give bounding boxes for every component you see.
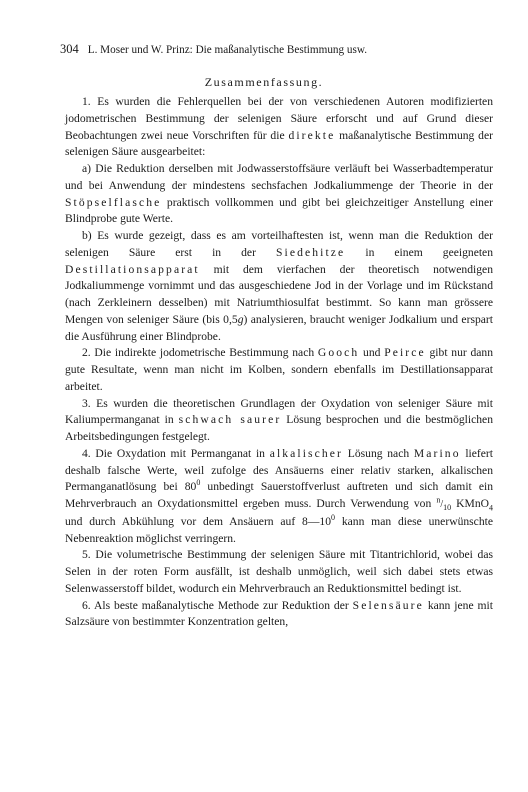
text-run: 2. Die indirekte jodometrische Bestimmung nach: [82, 346, 318, 360]
text-run: 1. Es wurden die Fehlerquellen bei der von verschiedenen Autoren modifizierten jodometrischen Bestimmung der selenigen Säure erforscht und auf Grund dieser Beobachtungen zwei neue Vorschriften für die: [65, 95, 493, 142]
text-run: 5. Die volumetrische Bestimmung der selenigen Säure mit Titantrichlorid, wobei das Selen in der roten Form ausfällt, ist deshalb unmöglich, weil sich dabei stets etwas Selenwasserstoff bildet, wodurch ein Mehrverbrauch an Reduktionsmittel bedingt ist.: [65, 548, 493, 595]
fraction: $^n/_{10}$: [436, 495, 452, 512]
text-run: 3. Es wurden die theoretischen Grundlagen der Oxydation von seleniger Säure mit Kaliumpermanganat in: [65, 396, 493, 427]
running-title: L. Moser und W. Prinz: Die maßanalytische Bestimmung usw.: [87, 44, 367, 56]
paragraph-2: [65, 345, 493, 395]
unit-symbol: g: [237, 312, 244, 326]
text-run: Lösung besprochen und die bestmöglichen Arbeitsbedingungen festgelegt.: [65, 413, 493, 443]
text-run: mit dem vierfachen der theoretisch notwendigen Jodkaliummenge vornimmt und das ausgeschiedene Jod in der Vorlage und im Rückstand (nach Zerkleinern desselben) mit Natriumthiosulfat bestimmt. So kann man grössere Mengen von seleniger Säure (bis 0,5: [65, 262, 493, 326]
text-run: kann jene mit Salzsäure von bestimmter Konzentration gelten,: [65, 598, 493, 629]
degree-mark: 0: [196, 478, 201, 488]
spaced-term: direkte: [288, 128, 336, 142]
text-run: kann man diese unerwünschte Nebenreaktion möglichst verringern.: [65, 514, 493, 545]
text-run: b) Es wurde gezeigt, dass es am vorteilhaftesten ist, wenn man die Reduktion der selenigen Säure erst in der: [65, 229, 493, 259]
paragraph-3: [65, 396, 493, 446]
text-run: unbedingt Sauerstoffverlust auftreten und sich damit ein Mehrverbrauch an Oxydationsmittel ergeben muss. Durch Verwendung von: [65, 480, 494, 510]
page-number: 304: [60, 42, 79, 56]
text-run: 6. Als beste maßanalytische Methode zur Reduktion der: [82, 598, 353, 612]
author-name: Gooch: [317, 346, 360, 360]
text-run: gibt nur dann gute Resultate, wenn man nicht im Kolben, sondern ebenfalls im Destillationsapparat arbeitet.: [65, 346, 494, 393]
spaced-term: Selensäure: [352, 598, 424, 612]
text-run: ) analysieren, braucht weniger Jodkalium und erspart die Ausführung einer Blindprobe.: [65, 312, 493, 343]
paragraph-4: [65, 446, 493, 548]
text-run: und: [359, 346, 385, 360]
spaced-term: Stöpselflasche: [65, 195, 162, 209]
fraction-denominator: 10: [443, 503, 452, 512]
fraction-numerator: n: [436, 495, 441, 505]
spaced-term: schwach saurer: [178, 413, 282, 427]
paragraph-6: [65, 598, 493, 632]
text-run: in einem geeigneten: [345, 245, 494, 259]
formula-subscript: 4: [489, 503, 493, 513]
section-title: Zusammenfassung.: [204, 75, 324, 89]
text-run: maßanalytische Bestimmung der selenigen Säure ausgearbeitet:: [65, 128, 493, 159]
spaced-term: alkalischer: [269, 446, 344, 460]
text-run: a) Die Reduktion derselben mit Jodwasserstoffsäure verläuft bei Wasserbadtemperatur und bei Anwendung der mindestens sechsfachen Jodkaliummenge der Theorie in der: [65, 162, 493, 192]
degree-mark: 0: [331, 512, 336, 522]
text-run: und durch Abkühlung vor dem Ansäuern auf 8—10: [65, 514, 332, 528]
paragraph-1: [65, 94, 493, 161]
author-name: Marino: [413, 446, 461, 460]
spaced-term: Siedehitze: [276, 245, 346, 259]
author-name: Peirce: [384, 346, 426, 360]
paragraph-1a: [65, 161, 493, 228]
text-run: 4. Die Oxydation mit Permanganat in: [82, 446, 270, 460]
text-run: praktisch vollkommen und gibt bei gleichzeitiger Anstellung einer Blindprobe gute Werte.: [65, 195, 493, 226]
running-header: [60, 41, 490, 58]
text-run: liefert deshalb falsche Werte, weil zufolge des Ansäuerns einer relativ starken, alkalischen Permanganatlösung bei 80: [65, 446, 493, 494]
spaced-term: Destillationsapparat: [65, 262, 200, 276]
paragraph-5: [65, 547, 493, 597]
paragraph-1b: [65, 228, 493, 345]
formula: KMnO: [451, 497, 489, 510]
body-text: [65, 94, 493, 631]
text-run: Lösung nach: [343, 446, 414, 460]
